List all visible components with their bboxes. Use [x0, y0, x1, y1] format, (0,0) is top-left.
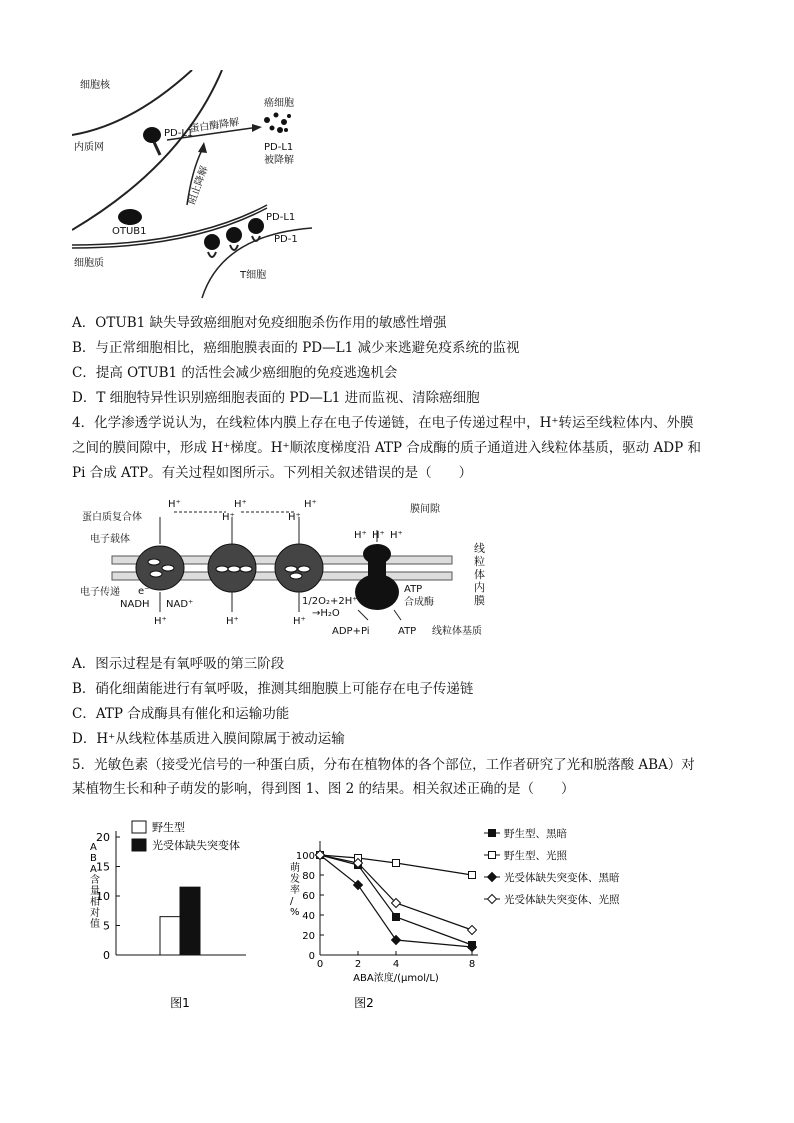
q3-option-d: D．T 细胞特异性识别癌细胞表面的 PD—L1 进而监视、清除癌细胞 [72, 390, 480, 406]
label-h: H⁺ [226, 616, 239, 627]
q4-option-d: D．H⁺从线粒体基质进入膜间隙属于被动运输 [72, 731, 345, 747]
y-tick-label: 20 [302, 931, 315, 942]
label-transfer: 电子传递 [80, 587, 120, 598]
label-h: H⁺ [390, 530, 403, 541]
legend-label: 光受体缺失突变体、黑暗 [504, 872, 620, 884]
label-nadh: NADH [120, 599, 150, 610]
label-e: e⁻ [138, 586, 150, 597]
label-space: 膜间隙 [410, 504, 440, 515]
data-point [393, 914, 400, 921]
svg-text:线粒体内膜: 线粒体内膜 [474, 542, 485, 607]
y-axis-label: A B A 含量相对值 [90, 842, 100, 930]
label-h: H⁺ [293, 616, 306, 627]
q3-option-b: B．与正常细胞相比，癌细胞膜表面的 PD—L1 减少来逃避免疫系统的监视 [72, 340, 520, 356]
label-otub1: OTUB1 [112, 226, 147, 237]
data-point [469, 872, 476, 879]
legend-marker [489, 830, 496, 837]
label-cytoplasm: 细胞质 [74, 258, 104, 269]
q5-stem-line-2: 某植物生长和种子萌发的影响，得到图 1、图 2 的结果。相关叙述正确的是（ ） [72, 781, 575, 797]
q4-option-a: A．图示过程是有氧呼吸的第三阶段 [72, 656, 285, 672]
legend-marker [489, 852, 496, 859]
q4-option-c: C．ATP 合成酶具有催化和运输功能 [72, 706, 290, 722]
y-tick-label: 80 [302, 871, 315, 882]
data-point [392, 936, 401, 945]
legend-label: 光受体缺失突变体、光照 [504, 894, 620, 906]
label-atp-synthase-1: ATP [404, 584, 423, 595]
q3-option-a: A．OTUB1 缺失导致癌细胞对免疫细胞杀伤作用的敏感性增强 [72, 315, 447, 331]
label-matrix: 线粒体基质 [432, 626, 482, 637]
chart-aba-content [76, 815, 276, 1015]
x-tick-label: 2 [354, 959, 362, 970]
x-tick-label: 8 [468, 959, 476, 970]
y-tick-label: 0 [308, 951, 315, 962]
legend-marker [488, 895, 497, 904]
label-adp: ADP+Pi [332, 626, 370, 637]
y-tick-label: 0 [103, 949, 110, 962]
label-atp: ATP [398, 626, 417, 637]
x-axis-label: ABA浓度/(μmol/L) [353, 973, 439, 984]
mito-diagram [76, 492, 516, 644]
label-h: H⁺ [304, 499, 317, 510]
legend-label: 光受体缺失突变体 [152, 839, 240, 852]
q4-option-b: B．硝化细菌能进行有氧呼吸，推测其细胞膜上可能存在电子传递链 [72, 681, 474, 697]
label-cancer-cell: 癌细胞 [264, 98, 294, 109]
chart-germination-rate [278, 815, 658, 1015]
cell-diagram [72, 70, 322, 300]
label-carrier: 电子载体 [90, 534, 130, 545]
label-h2o: →H₂O [312, 608, 340, 619]
q4-stem-line-3: Pi 合成 ATP。有关过程如图所示。下列相关叙述错误的是（ ） [72, 465, 473, 481]
legend-swatch [132, 839, 146, 851]
y-tick-label: 60 [302, 891, 315, 902]
figure-caption: 图2 [354, 996, 374, 1010]
label-complex: 蛋白质复合体 [82, 512, 142, 523]
label-pdl1-mid: PD-L1 [266, 212, 296, 223]
label-degraded-2: 被降解 [264, 155, 294, 166]
y-tick-label: 15 [96, 860, 110, 874]
figure-caption: 图1 [170, 996, 190, 1010]
q4-stem-line-2: 之间的膜间隙中，形成 H⁺梯度。H⁺顺浓度梯度沿 ATP 合成酶的质子通道进入线粒体基质，驱动 ADP 和 [72, 440, 702, 456]
q4-stem-line-1: 4．化学渗透学说认为，在线粒体内膜上存在电子传递链，在电子传递过程中，H⁺转运至线粒体内、外膜 [72, 415, 694, 431]
x-tick-label: 4 [392, 959, 400, 970]
y-tick-label: 5 [103, 919, 110, 933]
legend-marker [488, 873, 497, 882]
label-h: H⁺ [354, 530, 367, 541]
y-tick-label: 100 [295, 851, 315, 862]
data-point [468, 926, 477, 935]
label-tcell: T细胞 [240, 270, 267, 281]
y-tick-label: 40 [302, 911, 315, 922]
y-axis-label: 萌发率/ % [290, 863, 300, 918]
label-h: H⁺ [154, 616, 167, 627]
legend-swatch [132, 821, 146, 833]
label-pdl1-top: PD-L1 [164, 128, 194, 139]
legend-label: 野生型、光照 [504, 850, 567, 862]
label-atp-synthase-2: 合成酶 [404, 597, 434, 608]
data-point [393, 860, 400, 867]
q5-stem-line-1: 5．光敏色素（接受光信号的一种蛋白质，分布在植物体的各个部位，工作者研究了光和脱落酸 ABA）对 [72, 757, 695, 773]
label-h: H⁺ [372, 530, 385, 541]
y-tick-label: 20 [96, 831, 110, 844]
legend-label: 野生型、黑暗 [504, 828, 567, 840]
label-o2: 1/2O₂+2H⁺ [302, 596, 358, 607]
label-nad: NAD⁺ [166, 599, 194, 610]
label-degrade-arrow: 蛋白酶降解 [188, 117, 240, 135]
label-pd1: PD-1 [274, 234, 298, 245]
label-h: H⁺ [288, 512, 301, 523]
bar-mutant [180, 887, 200, 955]
label-h: H⁺ [168, 499, 181, 510]
bar-wild-type [160, 917, 180, 955]
label-nucleus: 细胞核 [80, 80, 110, 91]
label-h: H⁺ [234, 499, 247, 510]
label-h: H⁺ [222, 512, 235, 523]
label-degraded-1: PD-L1 [264, 142, 294, 153]
label-block: 阻止降解 [186, 164, 211, 207]
q3-option-c: C．提高 OTUB1 的活性会减少癌细胞的免疫逃逸机会 [72, 365, 398, 381]
label-inner-membrane [474, 541, 485, 607]
x-tick-label: 0 [316, 959, 324, 970]
legend-label: 野生型 [152, 821, 185, 834]
label-er: 内质网 [74, 142, 104, 153]
y-tick-label: 10 [96, 890, 110, 903]
